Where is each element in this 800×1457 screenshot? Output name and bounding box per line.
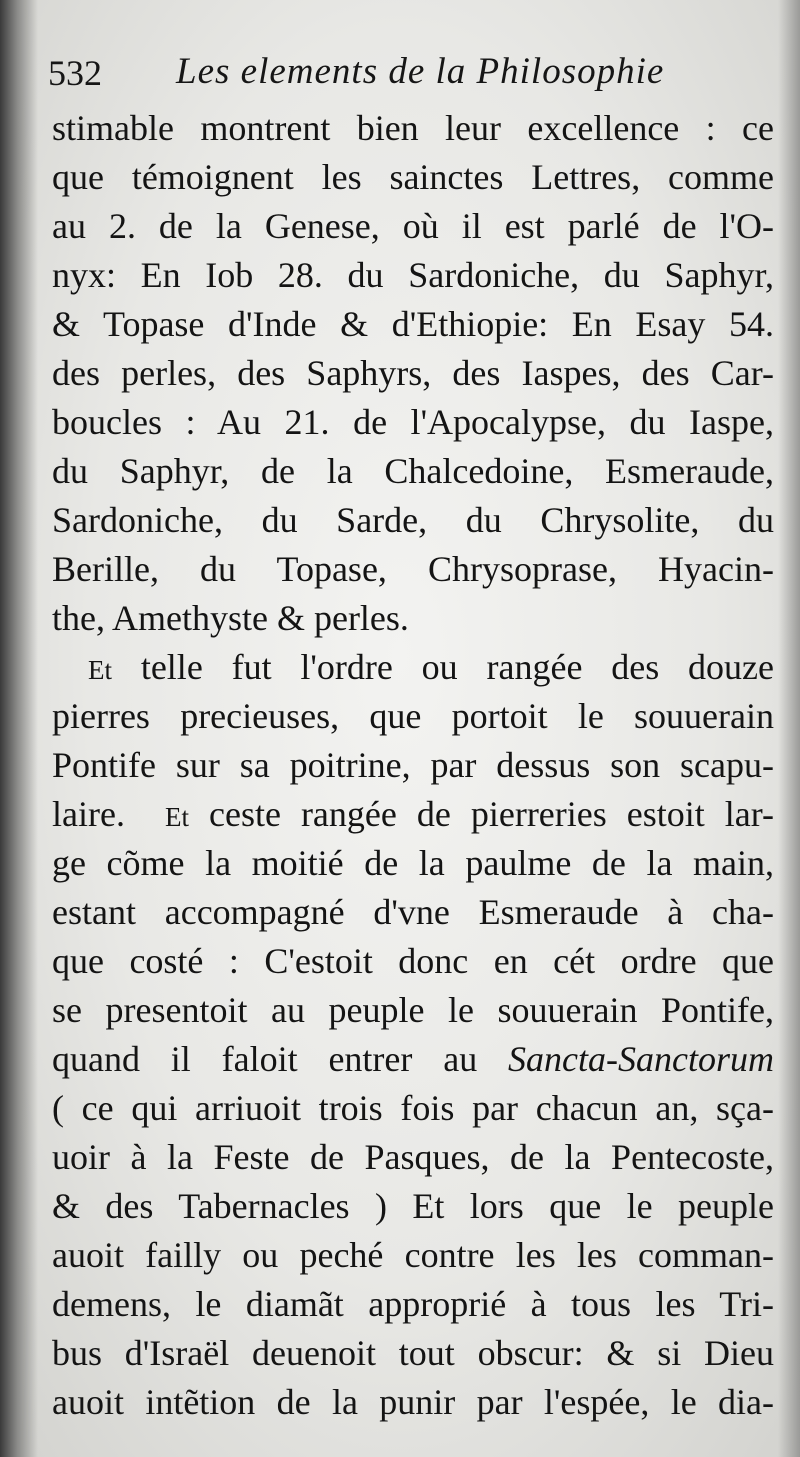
text-line: ge cõme la moitié de la paulme de la main, <box>52 843 774 883</box>
line-text: laire. <box>52 794 125 834</box>
text-line: nyx: En Iob 28. du Sardoniche, du Saphyr, <box>52 255 774 295</box>
small-caps-lead: Et <box>88 655 112 685</box>
text-line: uoir à la Feste de Pasques, de la Pentecoste, <box>52 1137 774 1177</box>
page-header <box>48 48 768 98</box>
text-line: que témoignent les sainctes Lettres, comme <box>52 157 774 197</box>
paragraph-start-line <box>52 643 774 692</box>
line-text: ceste rangée de pierreries estoit lar- <box>208 794 774 834</box>
page-number: 532 <box>48 53 102 93</box>
line-text: quand il faloit entrer au <box>52 1039 478 1079</box>
text-line: du Saphyr, de la Chalcedoine, Esmeraude, <box>52 451 774 491</box>
text-line: que costé : C'estoit donc en cét ordre que <box>52 941 774 981</box>
text-line: ( ce qui arriuoit trois fois par chacun an, sça- <box>52 1088 774 1128</box>
text-line: auoit intẽtion de la punir par l'espée, le dia- <box>52 1382 774 1422</box>
text-line: Sardoniche, du Sarde, du Chrysolite, du <box>52 500 774 540</box>
italic-term: Sancta-Sanctorum <box>508 1039 774 1079</box>
text-line: au 2. de la Genese, où il est parlé de l'O- <box>52 206 774 246</box>
text-line <box>52 790 774 839</box>
text-line: des perles, des Saphyrs, des Iaspes, des Car- <box>52 353 774 393</box>
page-edge-shadow <box>778 0 800 1457</box>
text-line: stimable montrent bien leur excellence : ce <box>52 108 774 148</box>
text-line: & Topase d'Inde & d'Ethiopie: En Esay 54. <box>52 304 774 344</box>
gutter-shadow <box>0 0 38 1457</box>
text-line: Berille, du Topase, Chrysoprase, Hyacin- <box>52 549 774 589</box>
text-line <box>52 1035 774 1084</box>
small-caps-word: Et <box>164 802 189 832</box>
text-line: the, Amethyste & perles. <box>52 598 409 638</box>
running-title: Les elements de la Philosophie <box>176 51 665 92</box>
line-text: telle fut l'ordre ou rangée des douze <box>140 647 774 687</box>
body-text <box>52 104 774 1427</box>
text-line: & des Tabernacles ) Et lors que le peuple <box>52 1186 774 1226</box>
text-line: Pontife sur sa poitrine, par dessus son scapu- <box>52 745 774 785</box>
text-line: bus d'Israël deuenoit tout obscur: & si Dieu <box>52 1333 774 1373</box>
text-line: boucles : Au 21. de l'Apocalypse, du Iaspe, <box>52 402 774 442</box>
text-line: se presentoit au peuple le souuerain Pontife, <box>52 990 774 1030</box>
text-line: estant accompagné d'vne Esmeraude à cha- <box>52 892 774 932</box>
text-line: demens, le diamãt approprié à tous les Tri- <box>52 1284 774 1324</box>
text-line: auoit failly ou peché contre les les comman- <box>52 1235 774 1275</box>
text-line: pierres precieuses, que portoit le souuerain <box>52 696 774 736</box>
